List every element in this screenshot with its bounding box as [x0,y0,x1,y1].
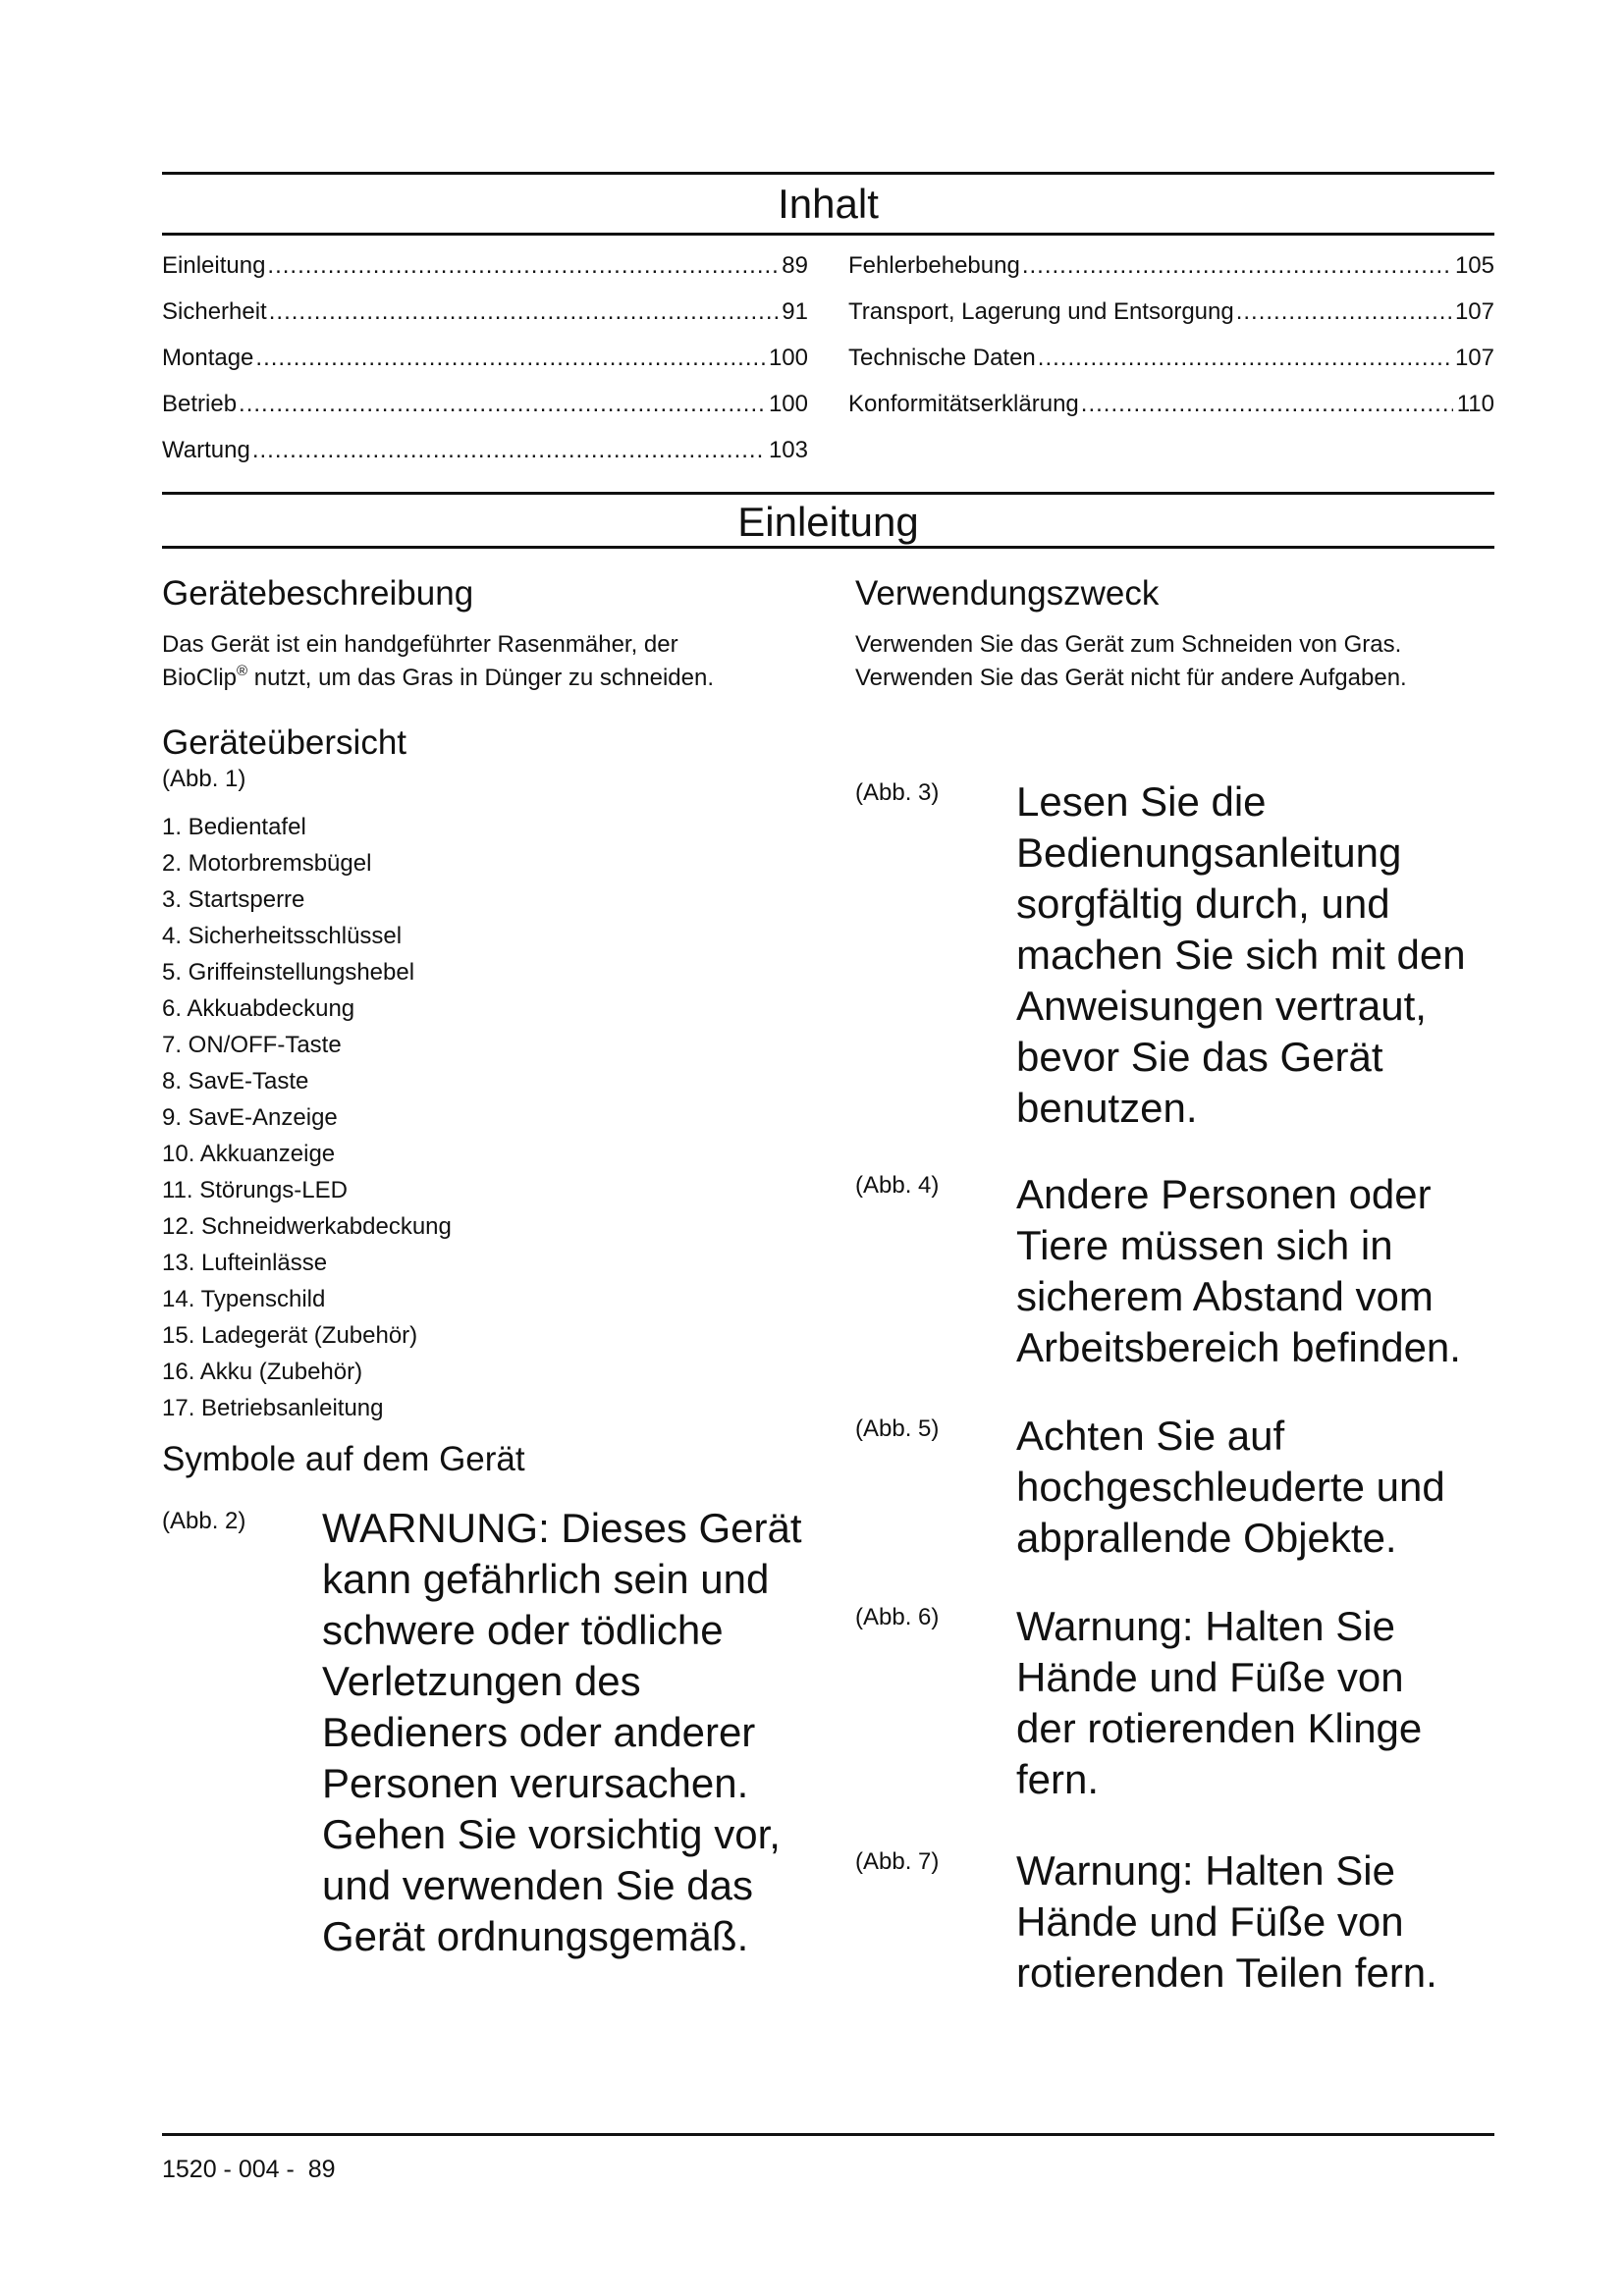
component-list [162,809,452,1426]
symbol-text: WARNUNG: Dieses Gerät kann gefährlich sein und schwere oder tödliche Verletzungen des Bedieners oder anderer Personen verursachen. Gehen Sie vorsichtig vor, und verwenden Sie das Gerät ordnungsgemäß. [322,1505,802,1959]
list-item: 4. Sicherheitsschlüssel [162,923,403,949]
purpose-heading: Verwendungszweck [855,574,1160,613]
list-item: 14. Typenschild [162,1286,326,1312]
toc-entry[interactable]: Sicherheit ..... 91 [162,297,808,344]
intro-title-rule [162,546,1494,549]
toc-entry[interactable]: Transport, Lagerung und Entsorgung ..... 107 [848,297,1494,344]
intro-top-rule [162,492,1494,495]
symbol-figure-ref: (Abb. 7) [855,1848,940,1875]
description-text: Das Gerät ist ein handgeführter Rasenmäher, der BioClip® nutzt, um das Gras in Dünger zu schneiden. [162,631,715,691]
toc-entry[interactable]: Wartung ..... 103 [162,436,808,482]
symbol-text: Achten Sie auf hochgeschleuderte und abprallende Objekte. [1016,1413,1445,1561]
symbol-figure-ref: (Abb. 4) [855,1172,940,1199]
toc-top-rule [162,172,1494,175]
list-item: 8. SavE-Taste [162,1068,309,1095]
intro-title: Einleitung [737,499,919,545]
list-item: 2. Motorbremsbügel [162,850,372,877]
toc-entry[interactable]: Technische Daten ..... 107 [848,344,1494,390]
list-item: 3. Startsperre [162,886,305,913]
list-item: 13. Lufteinlässe [162,1250,328,1276]
symbol-figure-ref: (Abb. 3) [855,779,940,806]
list-item: 9. SavE-Anzeige [162,1104,338,1131]
list-item: 6. Akkuabdeckung [162,995,355,1022]
overview-figure-ref: (Abb. 1) [162,766,246,792]
list-item: 15. Ladegerät (Zubehör) [162,1322,418,1349]
toc-title-rule [162,233,1494,236]
purpose-text: Verwenden Sie das Gerät zum Schneiden von Gras. Verwenden Sie das Gerät nicht für andere Aufgaben. [855,631,1407,691]
symbol-text: Warnung: Halten Sie Hände und Füße von rotierenden Teilen fern. [1016,1847,1437,1996]
symbol-figure-ref: (Abb. 2) [162,1508,246,1534]
toc-right-column [848,251,1494,436]
symbol-text: Warnung: Halten Sie Hände und Füße von der rotierenden Klinge fern. [1016,1603,1423,1802]
toc-entry[interactable]: Betrieb ..... 100 [162,390,808,436]
toc-entry[interactable]: Konformitätserklärung ..... 110 [848,390,1494,436]
toc-entry[interactable]: Fehlerbehebung ..... 105 [848,251,1494,297]
list-item: 11. Störungs-LED [162,1177,348,1203]
list-item: 5. Griffeinstellungshebel [162,959,415,986]
page-number: 1520 - 004 - 89 [162,2156,336,2183]
list-item: 17. Betriebsanleitung [162,1395,384,1421]
list-item: 1. Bedientafel [162,814,306,840]
symbol-figure-ref: (Abb. 6) [855,1604,940,1630]
toc-entry[interactable]: Montage ..... 100 [162,344,808,390]
list-item: 10. Akkuanzeige [162,1141,336,1167]
symbol-text: Andere Personen oder Tiere müssen sich in sicherem Abstand vom Arbeitsbereich befinden. [1016,1171,1461,1370]
toc-title: Inhalt [778,181,879,227]
footer-rule [162,2133,1494,2136]
description-heading: Gerätebeschreibung [162,574,474,613]
overview-heading: Geräteübersicht [162,723,407,762]
list-item: 12. Schneidwerkabdeckung [162,1213,452,1240]
toc-entry[interactable]: Einleitung ..... 89 [162,251,808,297]
list-item: 16. Akku (Zubehör) [162,1359,363,1385]
symbol-figure-ref: (Abb. 5) [855,1415,940,1442]
toc-left-column [162,251,808,482]
symbols-heading: Symbole auf dem Gerät [162,1440,525,1478]
symbol-text: Lesen Sie die Bedienungsanleitung sorgfältig durch, und machen Sie sich mit den Anweisungen vertraut, bevor Sie das Gerät benutzen. [1016,778,1466,1131]
list-item: 7. ON/OFF-Taste [162,1032,342,1058]
